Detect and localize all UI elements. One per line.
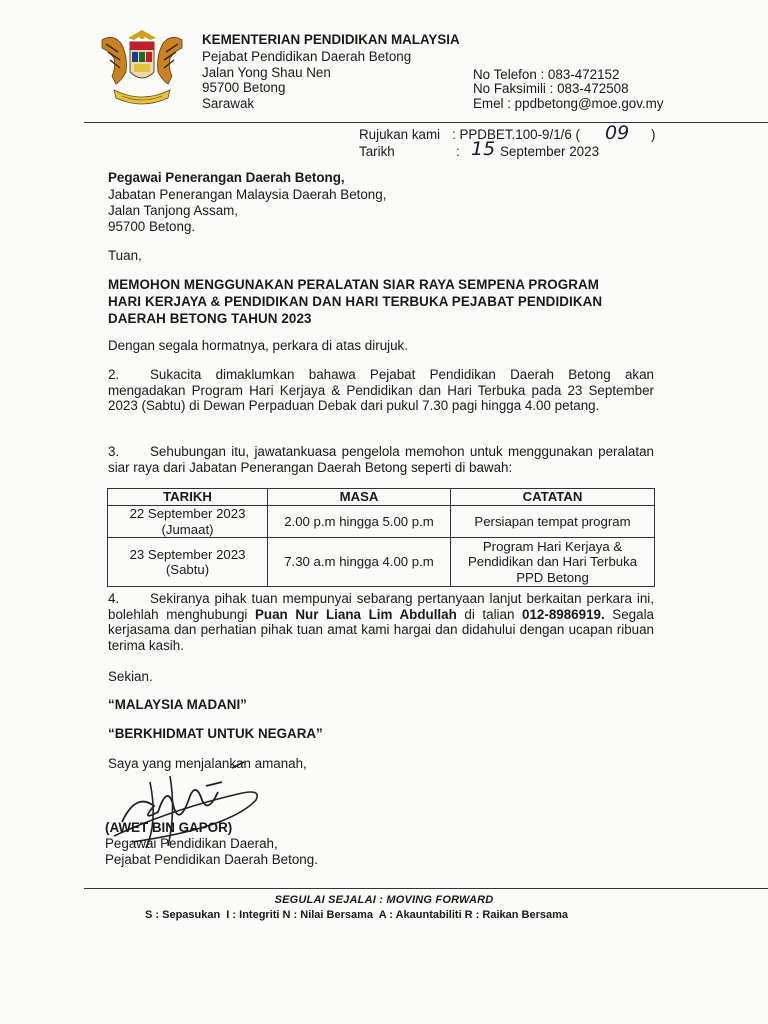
paragraph-1: Dengan segala hormatnya, perkara di atas dirujuk. <box>108 338 408 353</box>
office-state: Sarawak <box>202 96 255 111</box>
footer-motto: SEGULAI SEJALAI : MOVING FORWARD <box>274 894 494 906</box>
reference-label: Rujukan kami <box>359 127 441 142</box>
day-text: (Jumaat) <box>161 521 214 537</box>
table-cell-time: 2.00 p.m hingga 5.00 p.m <box>268 506 451 538</box>
office-street: Jalan Yong Shau Nen <box>202 65 331 80</box>
paragraph-3: Sehubungan itu, jawatankuasa pengelola memohon untuk menggunakan peralatan siar raya dari Jabatan Penerangan Daerah Betong seperti di bawah: <box>108 444 654 475</box>
date-label: Tarikh <box>359 144 395 159</box>
paragraph-4-number: 4. <box>108 591 120 606</box>
salutation: Tuan, <box>108 248 142 263</box>
closing-sekian: Sekian. <box>108 669 153 684</box>
note-text: Program Hari Kerjaya & <box>482 538 623 554</box>
paragraph-4-text-c: Segala kerjasama dan perhatian pihak tuan amat kami hargai dan didahului dengan ucapan ribuan terima kasih. <box>108 606 654 653</box>
table-cell-note <box>451 506 655 538</box>
reference-number: : PPDBET.100-9/1/6 ( <box>452 127 581 142</box>
recipient-name: Pegawai Penerangan Daerah Betong, <box>108 170 345 185</box>
slogan-malaysia-madani: “MALAYSIA MADANI” <box>108 697 247 712</box>
paragraph-2-number: 2. <box>108 367 120 382</box>
header-divider <box>84 122 768 123</box>
paragraph-4-text-b: di talian <box>456 606 523 622</box>
subject-line-3: DAERAH BETONG TAHUN 2023 <box>108 311 312 326</box>
signatory-office: Pejabat Pendidikan Daerah Betong. <box>105 852 318 867</box>
trust-statement: Saya yang menjalankan amanah, <box>108 756 307 771</box>
table-cell-date <box>108 538 268 587</box>
column-header-date: TARIKH <box>108 489 268 506</box>
date-text: 22 September 2023 <box>129 506 246 521</box>
footer-values: S : Sepasukan I : Integriti N : Nilai Bersama A : Akauntabiliti R : Raikan Bersama <box>145 909 569 921</box>
reference-handwritten: 09 <box>605 122 630 144</box>
column-header-note: CATATAN <box>451 489 655 506</box>
email-address: Emel : ppdbetong@moe.gov.my <box>473 96 664 111</box>
note-text: PPD Betong <box>516 569 589 585</box>
contact-phone: 012-8986919. <box>522 606 605 622</box>
table-cell-note <box>451 538 655 587</box>
reference-close: ) <box>651 127 656 142</box>
table-cell-time: 7.30 a.m hingga 4.00 p.m <box>268 538 451 587</box>
subject-line-2: HARI KERJAYA & PENDIDIKAN DAN HARI TERBUKA PEJABAT PENDIDIKAN <box>108 294 603 309</box>
date-colon: : <box>456 144 460 159</box>
recipient-address-line1: Jabatan Penerangan Malaysia Daerah Betong, <box>108 187 387 202</box>
footer-divider <box>84 888 768 889</box>
slogan-berkhidmat: “BERKHIDMAT UNTUK NEGARA” <box>108 726 323 741</box>
contact-person: Puan Nur Liana Lim Abdullah <box>255 606 457 622</box>
paragraph-4 <box>108 591 654 653</box>
table-row <box>108 538 655 587</box>
office-postcode: 95700 Betong <box>202 80 286 95</box>
table-row <box>108 506 655 538</box>
recipient-address-line3: 95700 Betong. <box>108 219 196 234</box>
date-text: 23 September 2023 <box>129 546 246 562</box>
column-header-time: MASA <box>268 489 451 506</box>
date-handwritten: 15 <box>471 138 496 160</box>
note-text: Pendidikan dan Hari Terbuka <box>467 554 638 570</box>
paragraph-4-text-a: Sekiranya pihak tuan mempunyai sebarang pertanyaan lanjut berkaitan perkara ini, bolehlah menghubungi <box>108 591 654 622</box>
paragraph-3-number: 3. <box>108 444 120 459</box>
signatory-title: Pegawai Pendidikan Daerah, <box>105 836 278 851</box>
paragraph-2: Sukacita dimaklumkan bahawa Pejabat Pendidikan Daerah Betong akan mengadakan Program Hari Kerjaya & Pendidikan dan Hari Terbuka pada 23 September 2023 (Sabtu) di Dewan Perpaduan Debak dari pukul 7.30 pagi hingga 4.00 petang. <box>108 367 654 414</box>
table-cell-date <box>108 506 268 538</box>
note-text: Persiapan tempat program <box>474 513 631 529</box>
office-name: Pejabat Pendidikan Daerah Betong <box>202 49 412 64</box>
signatory-name: (AWET BIN GAPOR) <box>105 820 233 835</box>
day-text: (Sabtu) <box>165 562 210 578</box>
ministry-name: KEMENTERIAN PENDIDIKAN MALAYSIA <box>202 32 460 47</box>
phone-number: No Telefon : 083-472152 <box>473 67 620 82</box>
date-month-year: September 2023 <box>500 144 600 159</box>
subject-line-1: MEMOHON MENGGUNAKAN PERALATAN SIAR RAYA SEMPENA PROGRAM <box>108 277 600 292</box>
fax-number: No Faksimili : 083-472508 <box>473 81 629 96</box>
recipient-address-line2: Jalan Tanjong Assam, <box>108 203 239 218</box>
schedule-table <box>107 488 655 587</box>
table-header-row <box>108 489 655 506</box>
coat-of-arms-logo <box>92 28 192 110</box>
